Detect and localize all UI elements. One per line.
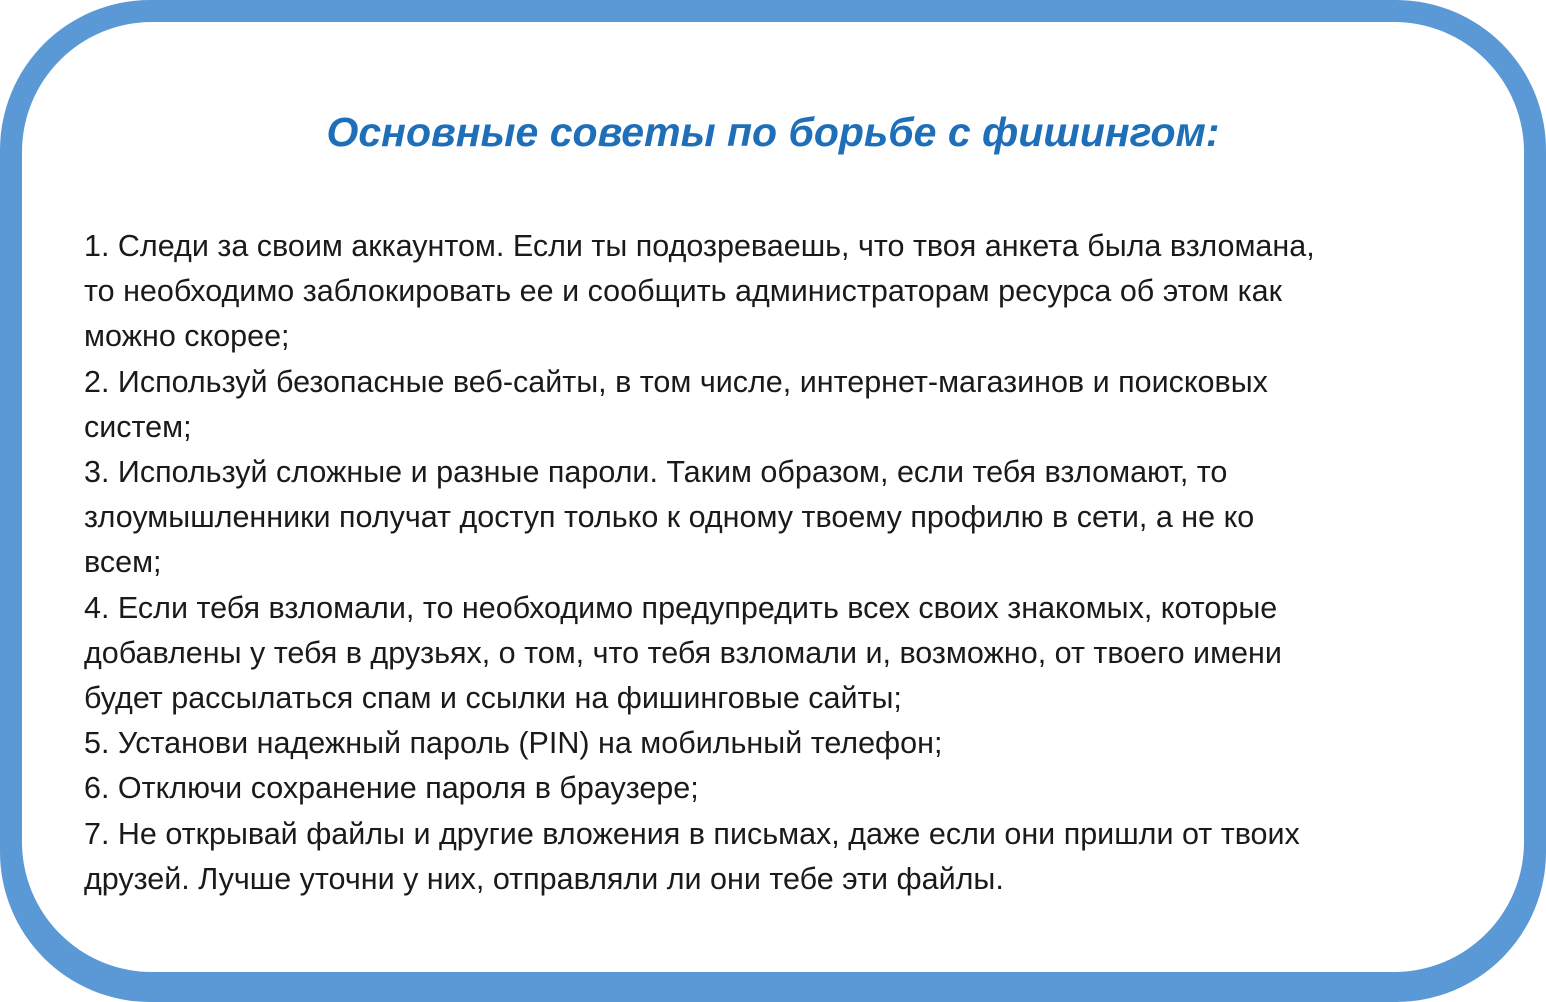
tip-item-7 xyxy=(84,812,1484,902)
tip-text-line: 6. Отключи сохранение пароля в браузере; xyxy=(84,771,699,806)
tips-list xyxy=(84,224,1484,902)
tip-item-1 xyxy=(84,224,1484,360)
tip-text-line: можно скорее; xyxy=(84,319,290,354)
tip-item-6 xyxy=(84,766,1484,811)
tip-text-line: будет рассылаться спам и ссылки на фишинговые сайты; xyxy=(84,681,902,716)
tip-item-2 xyxy=(84,360,1484,450)
tip-text-line: 2. Используй безопасные веб-сайты, в том числе, интернет-магазинов и поисковых xyxy=(84,364,1268,399)
tip-text-line: 7. Не открывай файлы и другие вложения в письмах, даже если они пришли от твоих xyxy=(84,816,1300,851)
tip-item-4 xyxy=(84,586,1484,722)
tip-text-line: 4. Если тебя взломали, то необходимо предупредить всех своих знакомых, которые xyxy=(84,590,1278,625)
tip-text-line: всем; xyxy=(84,545,162,580)
tip-text-line: 3. Используй сложные и разные пароли. Таким образом, если тебя взломают, то xyxy=(84,455,1228,490)
tip-text-line: друзей. Лучше уточни у них, отправляли ли они тебе эти файлы. xyxy=(84,861,1004,896)
tip-item-3 xyxy=(84,450,1484,586)
tip-text-line: 5. Установи надежный пароль (PIN) на мобильный телефон; xyxy=(84,726,943,761)
tip-text-line: то необходимо заблокировать ее и сообщить администраторам ресурса об этом как xyxy=(84,274,1282,309)
tip-text-line: злоумышленники получат доступ только к одному твоему профилю в сети, а не ко xyxy=(84,500,1255,535)
tip-text-line: 1. Следи за своим аккаунтом. Если ты подозреваешь, что твоя анкета была взломана, xyxy=(84,229,1315,263)
tip-text-line: систем; xyxy=(84,409,192,444)
page-title: Основные советы по борьбе с фишингом: xyxy=(326,109,1220,155)
tip-text-line: добавлены у тебя в друзьях, о том, что тебя взломали и, возможно, от твоего имени xyxy=(84,635,1282,670)
tip-item-5 xyxy=(84,721,1484,766)
